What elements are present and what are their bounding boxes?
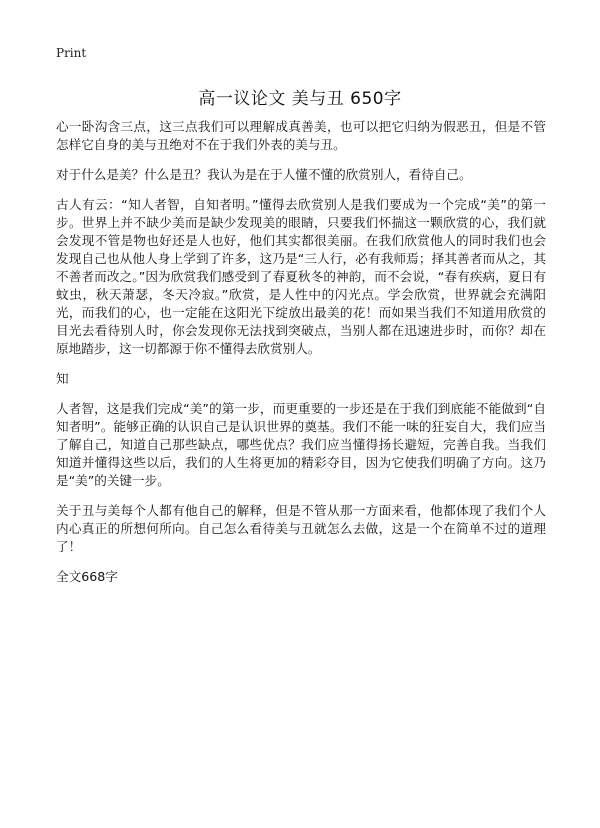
section-heading: 知 <box>56 371 69 386</box>
paragraph-2: 对于什么是美？什么是丑？我认为是在于人懂不懂的欣赏别人，看待自己。 <box>56 167 472 182</box>
print-link[interactable]: Print <box>56 46 87 60</box>
article-body <box>56 118 546 586</box>
page-title: 高一议论文 美与丑 650字 <box>198 89 402 109</box>
word-count: 全文668字 <box>56 569 118 584</box>
paragraph-3: 古人有云：“知人者智，自知者明。”懂得去欣赏别人是我们要成为一个完成“美”的第一步。世界上并不缺少美而是缺少发现美的眼睛，只要我们怀揣这一颗欣赏的心，我们就会发现不管是物也好还是人也好，他们其实都很美丽。在我们欣赏他人的同时我们也会发现自己也从他人身上学到了许多，这乃是“三人行，必有我师焉；择其善者而从之，其不善者而改之。”因为欣赏我们感受到了春夏秋冬的神韵，而不会说，“春有疾病，夏日有蚊虫，秋天萧瑟，冬天冷寂。”欣赏，是人性中的闪光点。学会欣赏，世界就会充满阳光，而我们的心，也一定能在这阳光下绽放出最美的花！而如果当我们不知道用欣赏的目光去看待别人时，你会发现你无法找到突破点，当别人都在迅速进步时，而你？却在原地踏步，这一切都源于你不懂得去欣赏别人。 <box>56 197 546 356</box>
paragraph-5: 关于丑与美每个人都有他自己的解释，但是不管从那一方面来看，他都体现了我们个人内心真正的所想何所向。自己怎么看待美与丑就怎么去做，这是一个在简单不过的道理了！ <box>56 503 546 554</box>
paragraph-4: 人者智，这是我们完成“美”的第一步，而更重要的一步还是在于我们到底能不能做到“自知者明”。能够正确的认识自己是认识世界的奠基。我们不能一味的狂妄自大，我们应当了解自己，知道自己那些缺点，哪些优点？我们应当懂得扬长避短，完善自我。当我们知道并懂得这些以后，我们的人生将更加的精彩夺目，因为它使我们明确了方向。这乃是“美”的关键一步。 <box>56 401 546 488</box>
paragraph-1: 心一卧沟含三点，这三点我们可以理解成真善美，也可以把它归纳为假恶丑，但是不管怎样它自身的美与丑绝对不在于我们外表的美与丑。 <box>56 119 546 152</box>
